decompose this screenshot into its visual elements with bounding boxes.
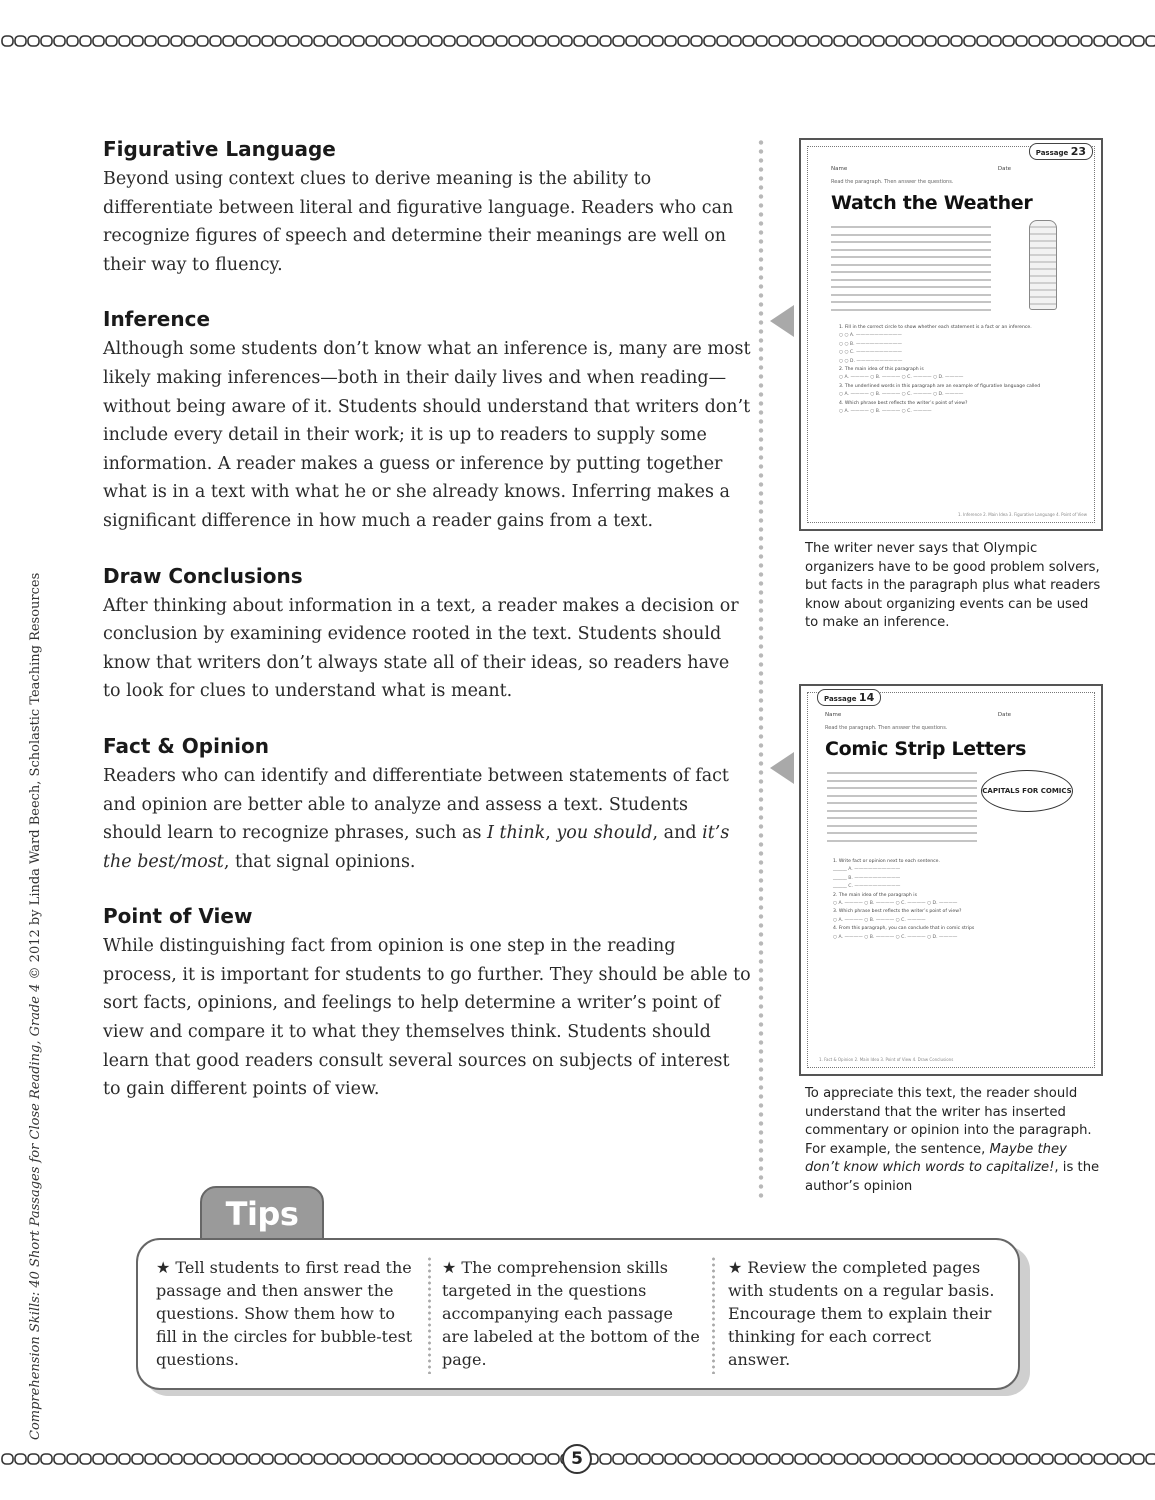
tips-tab: [200, 1186, 324, 1242]
section-body: While distinguishing fact from opinion is one step in the reading process, it is important for students to go further. They should be able to sort facts, opinions, and feelings to help determine a writer’s point of view and compare it to what they themselves think. Students should learn that good readers consult several sources on subjects of interest to gain different points of view.: [103, 936, 751, 1100]
speech-bubble: CAPITALS FOR COMICS: [981, 770, 1073, 812]
instructions: Read the paragraph. Then answer the questions.: [831, 179, 954, 185]
tips-box: [136, 1238, 1020, 1390]
side-credit: [28, 572, 43, 1440]
section-body: Although some students don’t know what an inference is, many are most likely making inferences—both in their daily lives and when reading—without being aware of it. Students should understand that writers don’t include every detail in their work; it is up to readers to supply some information. A reader makes a guess or inference by putting together what is in a text with what he or she already knows. Inferring makes a significant difference in how much a reader gains from a text.: [103, 339, 751, 531]
section-body: After thinking about information in a text, a reader makes a decision or conclusion by examining evidence rooted in the text. Students should know that writers don’t always state all of their ideas, so readers have to look for clues to understand what is meant.: [103, 595, 739, 702]
section-body: [103, 762, 751, 876]
skills-footer: 1. Fact & Opinion 2. Main Idea 3. Point of View 4. Draw Conclusions: [819, 1057, 954, 1062]
thermometer-image: [1029, 220, 1057, 310]
body-text: , that signal opinions.: [223, 851, 416, 872]
opinion-phrase: I think: [486, 823, 546, 844]
separator-text: , and: [652, 823, 703, 844]
passage-tag: Passage 14: [817, 689, 881, 706]
tips-label: Tips: [225, 1195, 299, 1233]
section-heading: Draw Conclusions: [103, 563, 303, 588]
section-fact-opinion: [103, 733, 751, 876]
name-date-line: Name Date: [825, 712, 1011, 718]
page-number: 5: [562, 1444, 592, 1474]
separator-text: ,: [545, 823, 557, 844]
section-body: Beyond using context clues to derive meaning is the ability to differentiate between literal and figurative language. Readers who can recognize figures of speech and determine their meanings are well on their way to fluency.: [103, 169, 734, 275]
main-column: [103, 136, 751, 1131]
instructions: Read the paragraph. Then answer the questions.: [825, 725, 948, 731]
passage-tag: Passage 23: [1029, 143, 1093, 160]
tip-separator: [428, 1256, 431, 1374]
section-point-of-view: [103, 903, 751, 1104]
tip-separator: [712, 1256, 715, 1374]
pointer-arrow: [770, 752, 794, 784]
caption-inference: The writer never says that Olympic organizers have to be good problem solvers, but facts in the paragraph plus what readers know about organizing events can be used to make an inference.: [805, 541, 1101, 630]
section-figurative-language: [103, 136, 751, 279]
opinion-phrase: it’s the best/most: [103, 823, 730, 872]
name-date-line: Name Date: [831, 166, 1011, 172]
passage-text-lines: [827, 772, 977, 847]
opinion-phrase: you should: [556, 823, 653, 844]
copyright-text: © 2012 by Linda Ward Beech, Scholastic Teaching Resources: [28, 572, 43, 984]
tip-item: ★ The comprehension skills targeted in the questions accompanying each passage are labeled at the bottom of the page.: [442, 1258, 700, 1369]
section-inference: [103, 306, 751, 535]
section-heading: Point of View: [103, 904, 253, 929]
section-heading: Fact & Opinion: [103, 733, 270, 758]
tip-item: ★ Tell students to first read the passage and then answer the questions. Show them how to fill in the circles for bubble-test questions.: [156, 1258, 413, 1369]
pointer-arrow: [770, 305, 794, 337]
top-decorative-border: [0, 34, 1155, 48]
book-title: Comprehension Skills: 40 Short Passages for Close Reading, Grade 4: [28, 983, 43, 1440]
question-list: 1. Write fact or opinion next to each sentence. ______ A. —————————— ______ B. —————————— ______ C. —————————— 2. The main idea of the paragraph is ○ A. ———— ○ B. ———— ○ C. ———— ○ D. ———— 3. Which phrase best reflects the writer’s point of view? ○ A. ———— ○ B. ———— ○ C. ———— 4. From this paragraph, you can conclude that in comic strips ○ A. ———— ○ B. ———— ○ C. ———— ○ D. ————: [833, 859, 975, 940]
passage-text-lines: [831, 226, 991, 316]
skills-footer: 1. Inference 2. Main Idea 3. Figurative Language 4. Point of View: [957, 512, 1087, 517]
body-text: Readers who can identify and differentiate between statements of fact and opinion are better able to analyze and assess a text. Students should learn to recognize phrases, such as: [103, 765, 729, 844]
passage-thumbnail-weather: [799, 138, 1103, 531]
passage-title: Comic Strip Letters: [825, 738, 1027, 760]
section-draw-conclusions: [103, 563, 751, 706]
question-list: 1. Fill in the correct circle to show whether each statement is a fact or an inference. ○ ○ A. —————————— ○ ○ B. —————————— ○ ○ C. —————————— ○ ○ D. —————————— 2. The main idea of this paragraph is ○ A. ———— ○ B. ———— ○ C. ———— ○ D. ———— 3. The underlined words in this paragraph are an example of figurative language called ○ A. ———— ○ B. ———— ○ C. ———— ○ D. ———— 4. Which phrase best reflects the writer’s point of view? ○ A. ———— ○ B. ———— ○ C. ————: [839, 325, 1041, 415]
tip-item: ★ Review the completed pages with students on a regular basis. Encourage them to explain their thinking for each correct answer.: [728, 1258, 995, 1369]
section-heading: Inference: [103, 307, 211, 332]
passage-title: Watch the Weather: [831, 192, 1033, 214]
caption-quote: Maybe they don’t know which words to capitalize!: [805, 1141, 1067, 1175]
dotted-divider: [758, 138, 764, 1198]
section-heading: Figurative Language: [103, 137, 336, 161]
passage-thumbnail-comic: [799, 684, 1103, 1076]
caption-fact-opinion: To appreciate this text, the reader should understand that the writer has inserted commentary or opinion into the paragraph. For example, the sentence, Maybe they don’t know which words to capitalize!, is the author’s opinion: [805, 1086, 1100, 1194]
